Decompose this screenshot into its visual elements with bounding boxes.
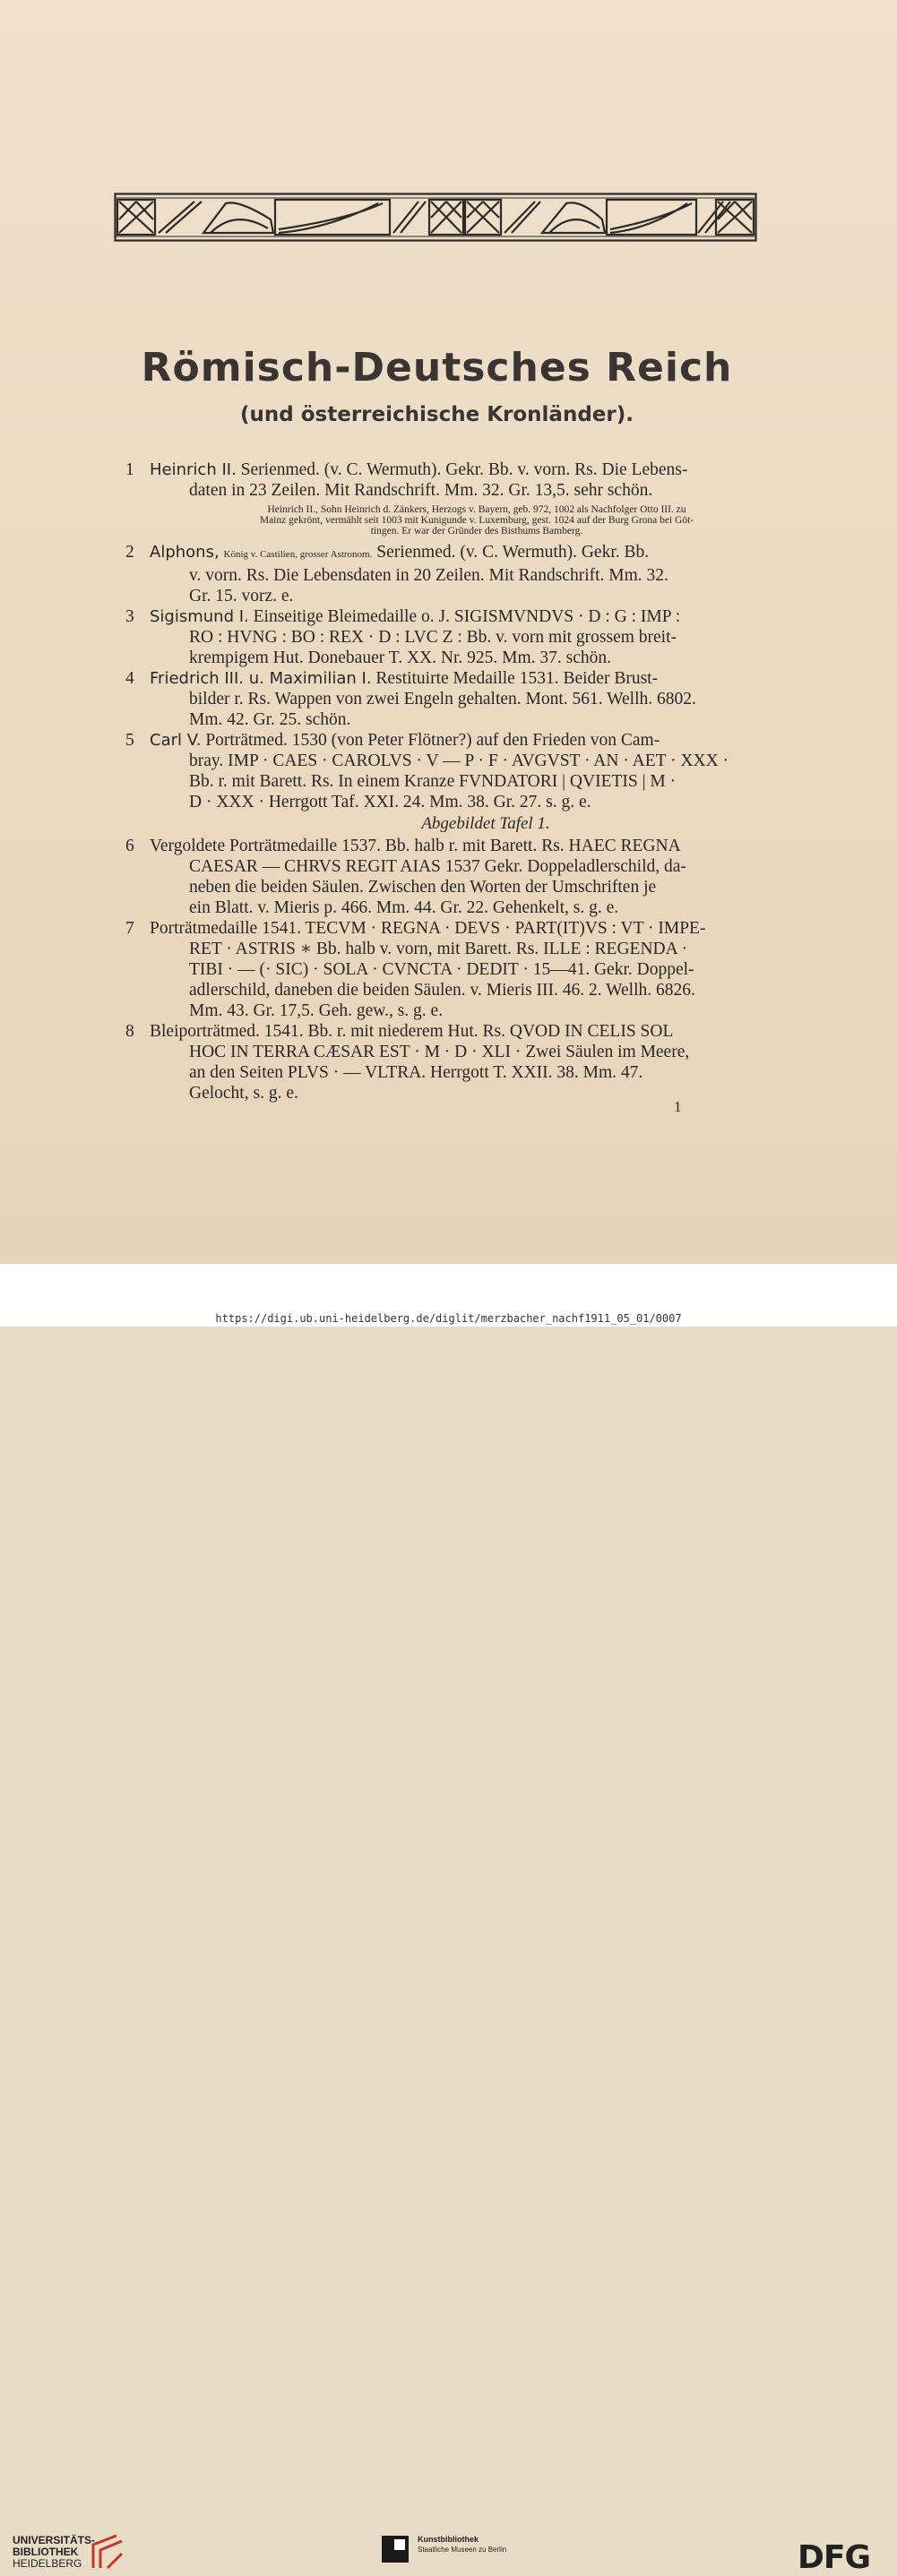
entry-text-line: Gr. 15. vorz. e. [189, 587, 294, 605]
entry-text-line: RET · ASTRIS ∗ Bb. halb v. vorn, mit Barett. Rs. ILLE : REGENDA · [189, 940, 687, 958]
entry-text-line: ein Blatt. v. Mieris p. 466. Mm. 44. Gr. 22. Gehenkelt, s. g. e. [189, 898, 619, 917]
entry-text-line: Mm. 43. Gr. 17,5. Geh. gew., s. g. e. [189, 1001, 444, 1020]
entry-number: 5 [125, 731, 134, 750]
ub-line: BIBLIOTHEK [13, 2546, 79, 2558]
catalogue-entry-4 [125, 668, 768, 730]
kb-subtitle: Staatliche Museen zu Berlin [418, 2546, 507, 2554]
entry-text-line: Bb. r. mit Barett. Rs. In einem Kranze FVNDATORI | QVIETIS | M · [189, 772, 677, 791]
dfg-logo[interactable]: DFG [798, 2539, 871, 2576]
catalogue-entries [125, 459, 768, 1103]
entry-text-line: RO : HVNG : BO : REX · D : LVC Z : Bb. v. vorn mit grossem breit- [189, 628, 677, 647]
entry-text-line: krempigem Hut. Donebauer T. XX. Nr. 925. Mm. 37. schön. [189, 648, 611, 667]
kunstbibliothek-label[interactable] [418, 2535, 506, 2555]
entry-name: Alphons, [150, 543, 220, 562]
catalogue-entry-6 [125, 836, 768, 918]
page-title: Römisch-Deutsches Reich [141, 345, 733, 391]
kunstbibliothek-logo-icon[interactable] [382, 2536, 409, 2563]
entry-text-line: CAESAR — CHRVS REGIT AIAS 1537 Gekr. Doppeladlerschild, da- [189, 857, 686, 876]
entry-text-line: neben die beiden Säulen. Zwischen den Worten der Umschriften je [189, 878, 657, 897]
entry-text-line: Einseitige Bleimedaille o. J. SIGISMVNDVS · D : G : IMP : [253, 607, 681, 626]
ub-heidelberg-logo-icon[interactable] [90, 2532, 125, 2570]
entry-text-line: an den Seiten PLVS · — VLTRA. Herrgott T. XXII. 38. Mm. 47. [189, 1063, 643, 1082]
catalogue-entry-8 [125, 1021, 768, 1103]
catalogue-entry-3 [125, 606, 768, 668]
entry-name: Heinrich II. [150, 460, 237, 479]
entry-number: 1 [125, 460, 134, 479]
catalogue-entry-7 [125, 918, 768, 1021]
entry-text-line: Mm. 42. Gr. 25. schön. [189, 710, 351, 729]
entry-text-line: v. vorn. Rs. Die Lebensdaten in 20 Zeilen. Mit Randschrift. Mm. 32. [189, 566, 668, 585]
entry-text-line: Vergoldete Porträtmedaille 1537. Bb. halb r. mit Barett. Rs. HAEC REGNA [150, 837, 681, 855]
entry-text-line: Gelocht, s. g. e. [189, 1084, 298, 1103]
entry-number: 8 [125, 1022, 134, 1041]
entry-text-line: D · XXX · Herrgott Taf. XXI. 24. Mm. 38. Gr. 27. s. g. e. [189, 793, 591, 811]
catalogue-entry-2 [125, 542, 768, 606]
kb-title: Kunstbibliothek [418, 2535, 479, 2544]
entry-name-sub: König v. Castilien, grosser Astronom. [223, 549, 373, 560]
art-nouveau-ornament-band [114, 193, 757, 242]
page-subtitle: (und österreichische Kronländer). [240, 403, 634, 426]
entry-number: 2 [125, 543, 134, 562]
footnote-line: tingen. Er war der Gründer des Bisthums Bamberg. [370, 526, 583, 537]
entry-text-line: bilder r. Rs. Wappen von zwei Engeln gehalten. Mont. 561. Wellh. 6802. [189, 690, 696, 708]
ub-line: HEIDELBERG [13, 2557, 82, 2570]
page-url[interactable]: https://digi.ub.uni-heidelberg.de/diglit/merzbacher_nachf1911_05_01/0007 [0, 1310, 897, 1327]
entry-text-line: Serienmed. (v. C. Wermuth). Gekr. Bb. [376, 543, 650, 562]
entry-text-line: daten in 23 Zeilen. Mit Randschrift. Mm. 32. Gr. 13,5. sehr schön. [189, 481, 653, 500]
catalogue-entry-5 [125, 730, 768, 836]
plate-caption: Abgebildet Tafel 1. [421, 814, 550, 833]
entry-text-line: Bleiporträtmed. 1541. Bb. r. mit niederem Hut. Rs. QVOD IN CELIS SOL [150, 1022, 674, 1041]
entry-text-line: Porträtmed. 1530 (von Peter Flötner?) auf den Frieden von Cam- [205, 731, 660, 750]
entry-number: 6 [125, 837, 134, 855]
entry-text-line: Porträtmedaille 1541. TECVM · REGNA · DEVS · PART(IT)VS : VT · IMPE- [150, 919, 706, 938]
entry-text-line: adlerschild, daneben die beiden Säulen. v. Mieris III. 46. 2. Wellh. 6826. [189, 981, 695, 1000]
entry-text-line: Restituirte Medaille 1531. Beider Brust- [375, 669, 659, 688]
entry-number: 7 [125, 919, 134, 938]
page-scan [0, 0, 897, 1264]
entry-name: Carl V. [150, 731, 202, 750]
entry-number: 4 [125, 669, 134, 688]
entry-text-line: bray. IMP · CAES · CAROLVS · V — P · F · AVGVST · AN · AET · XXX · [189, 751, 729, 770]
ub-heidelberg-logo-text[interactable] [13, 2535, 95, 2570]
ub-line: UNIVERSITÄTS- [13, 2534, 96, 2546]
entry-name: Friedrich III. u. Maximilian I. [150, 669, 372, 688]
catalogue-entry-1 [125, 459, 768, 542]
entry-text-line: TIBI · — (· SIC) · SOLA · CVNCTA · DEDIT · 15—41. Gekr. Doppel- [189, 960, 694, 979]
footnote-line: Mainz gekrönt, vermählt seit 1003 mit Kunigunde v. Luxemburg, gest. 1024 auf der Burg Grona bei Göt- [259, 515, 694, 526]
entry-name: Sigismund I. [150, 607, 249, 626]
footnote-line: Heinrich II., Sohn Heinrich d. Zänkers, Herzogs v. Bayern, geb. 972, 1002 als Nachfolger Otto III. zu [267, 504, 686, 515]
entry-text-line: HOC IN TERRA CÆSAR EST · M · D · XLI · Zwei Säulen im Meere, [189, 1043, 690, 1061]
entry-text-line: Serienmed. (v. C. Wermuth). Gekr. Bb. v. vorn. Rs. Die Lebens- [240, 460, 688, 479]
entry-footnote [150, 501, 768, 542]
page-number: 1 [674, 1098, 682, 1115]
entry-number: 3 [125, 607, 134, 626]
